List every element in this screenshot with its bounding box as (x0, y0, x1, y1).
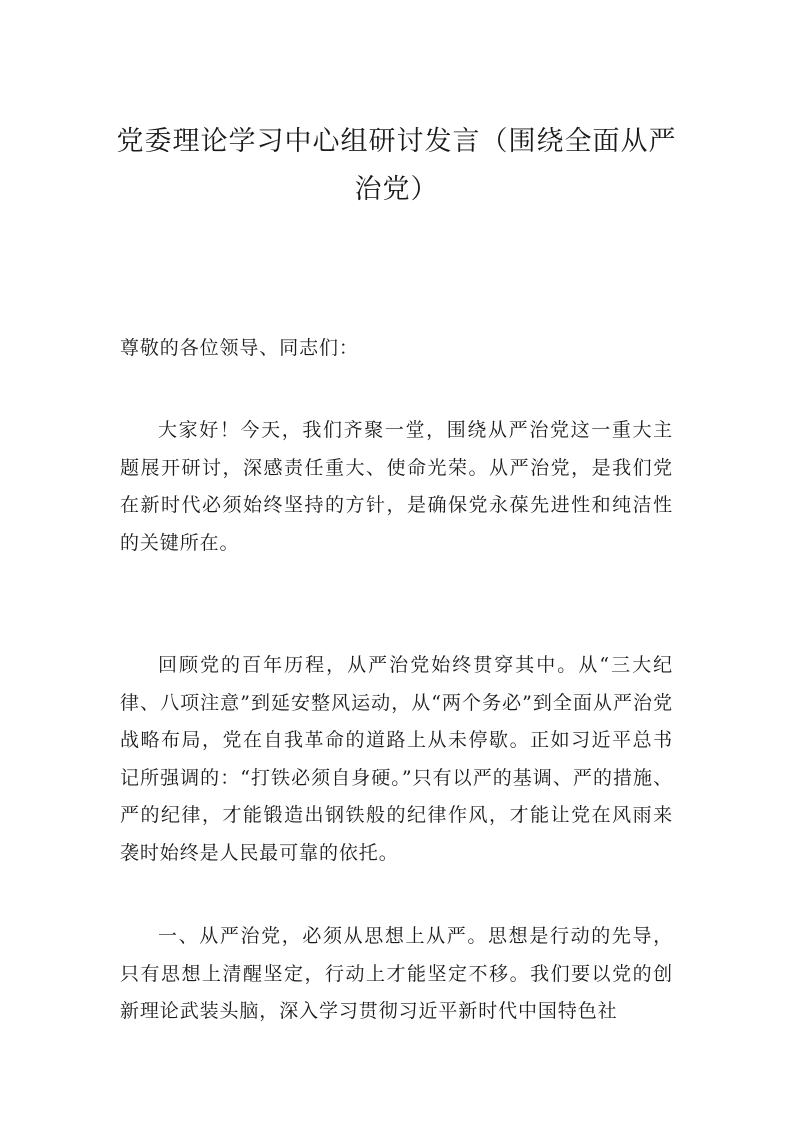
paragraph-point-one: 一、从严治党，必须从思想上从严。思想是行动的先导，只有思想上清醒坚定，行动上才能坚定不移。我们要以党的创新理论武装头脑，深入学习贯彻习近平新时代中国特色社 (120, 925, 673, 1022)
salutation: 尊敬的各位领导、同志们： (120, 337, 359, 359)
paragraph-history: 回顾党的百年历程，从严治党始终贯穿其中。从“三大纪律、八项注意”到延安整风运动，从“两个务必”到全面从严治党战略布局，党在自我革命的道路上从未停歇。正如习近平总书记所强调的：“打铁必须自身硬。”只有以严的基调、严的措施、严的纪律，才能锻造出钢铁般的纪律作风，才能让党在风雨来袭时始终是人民最可靠的依托。 (120, 654, 673, 864)
paragraph-opening: 大家好！今天，我们齐聚一堂，围绕从严治党这一重大主题展开研讨，深感责任重大、使命光荣。从严治党，是我们党在新时代必须始终坚持的方针，是确保党永葆先进性和纯洁性的关键所在。 (120, 419, 673, 554)
document-title: 党委理论学习中心组研讨发言（围绕全面从严治党） (116, 126, 677, 205)
